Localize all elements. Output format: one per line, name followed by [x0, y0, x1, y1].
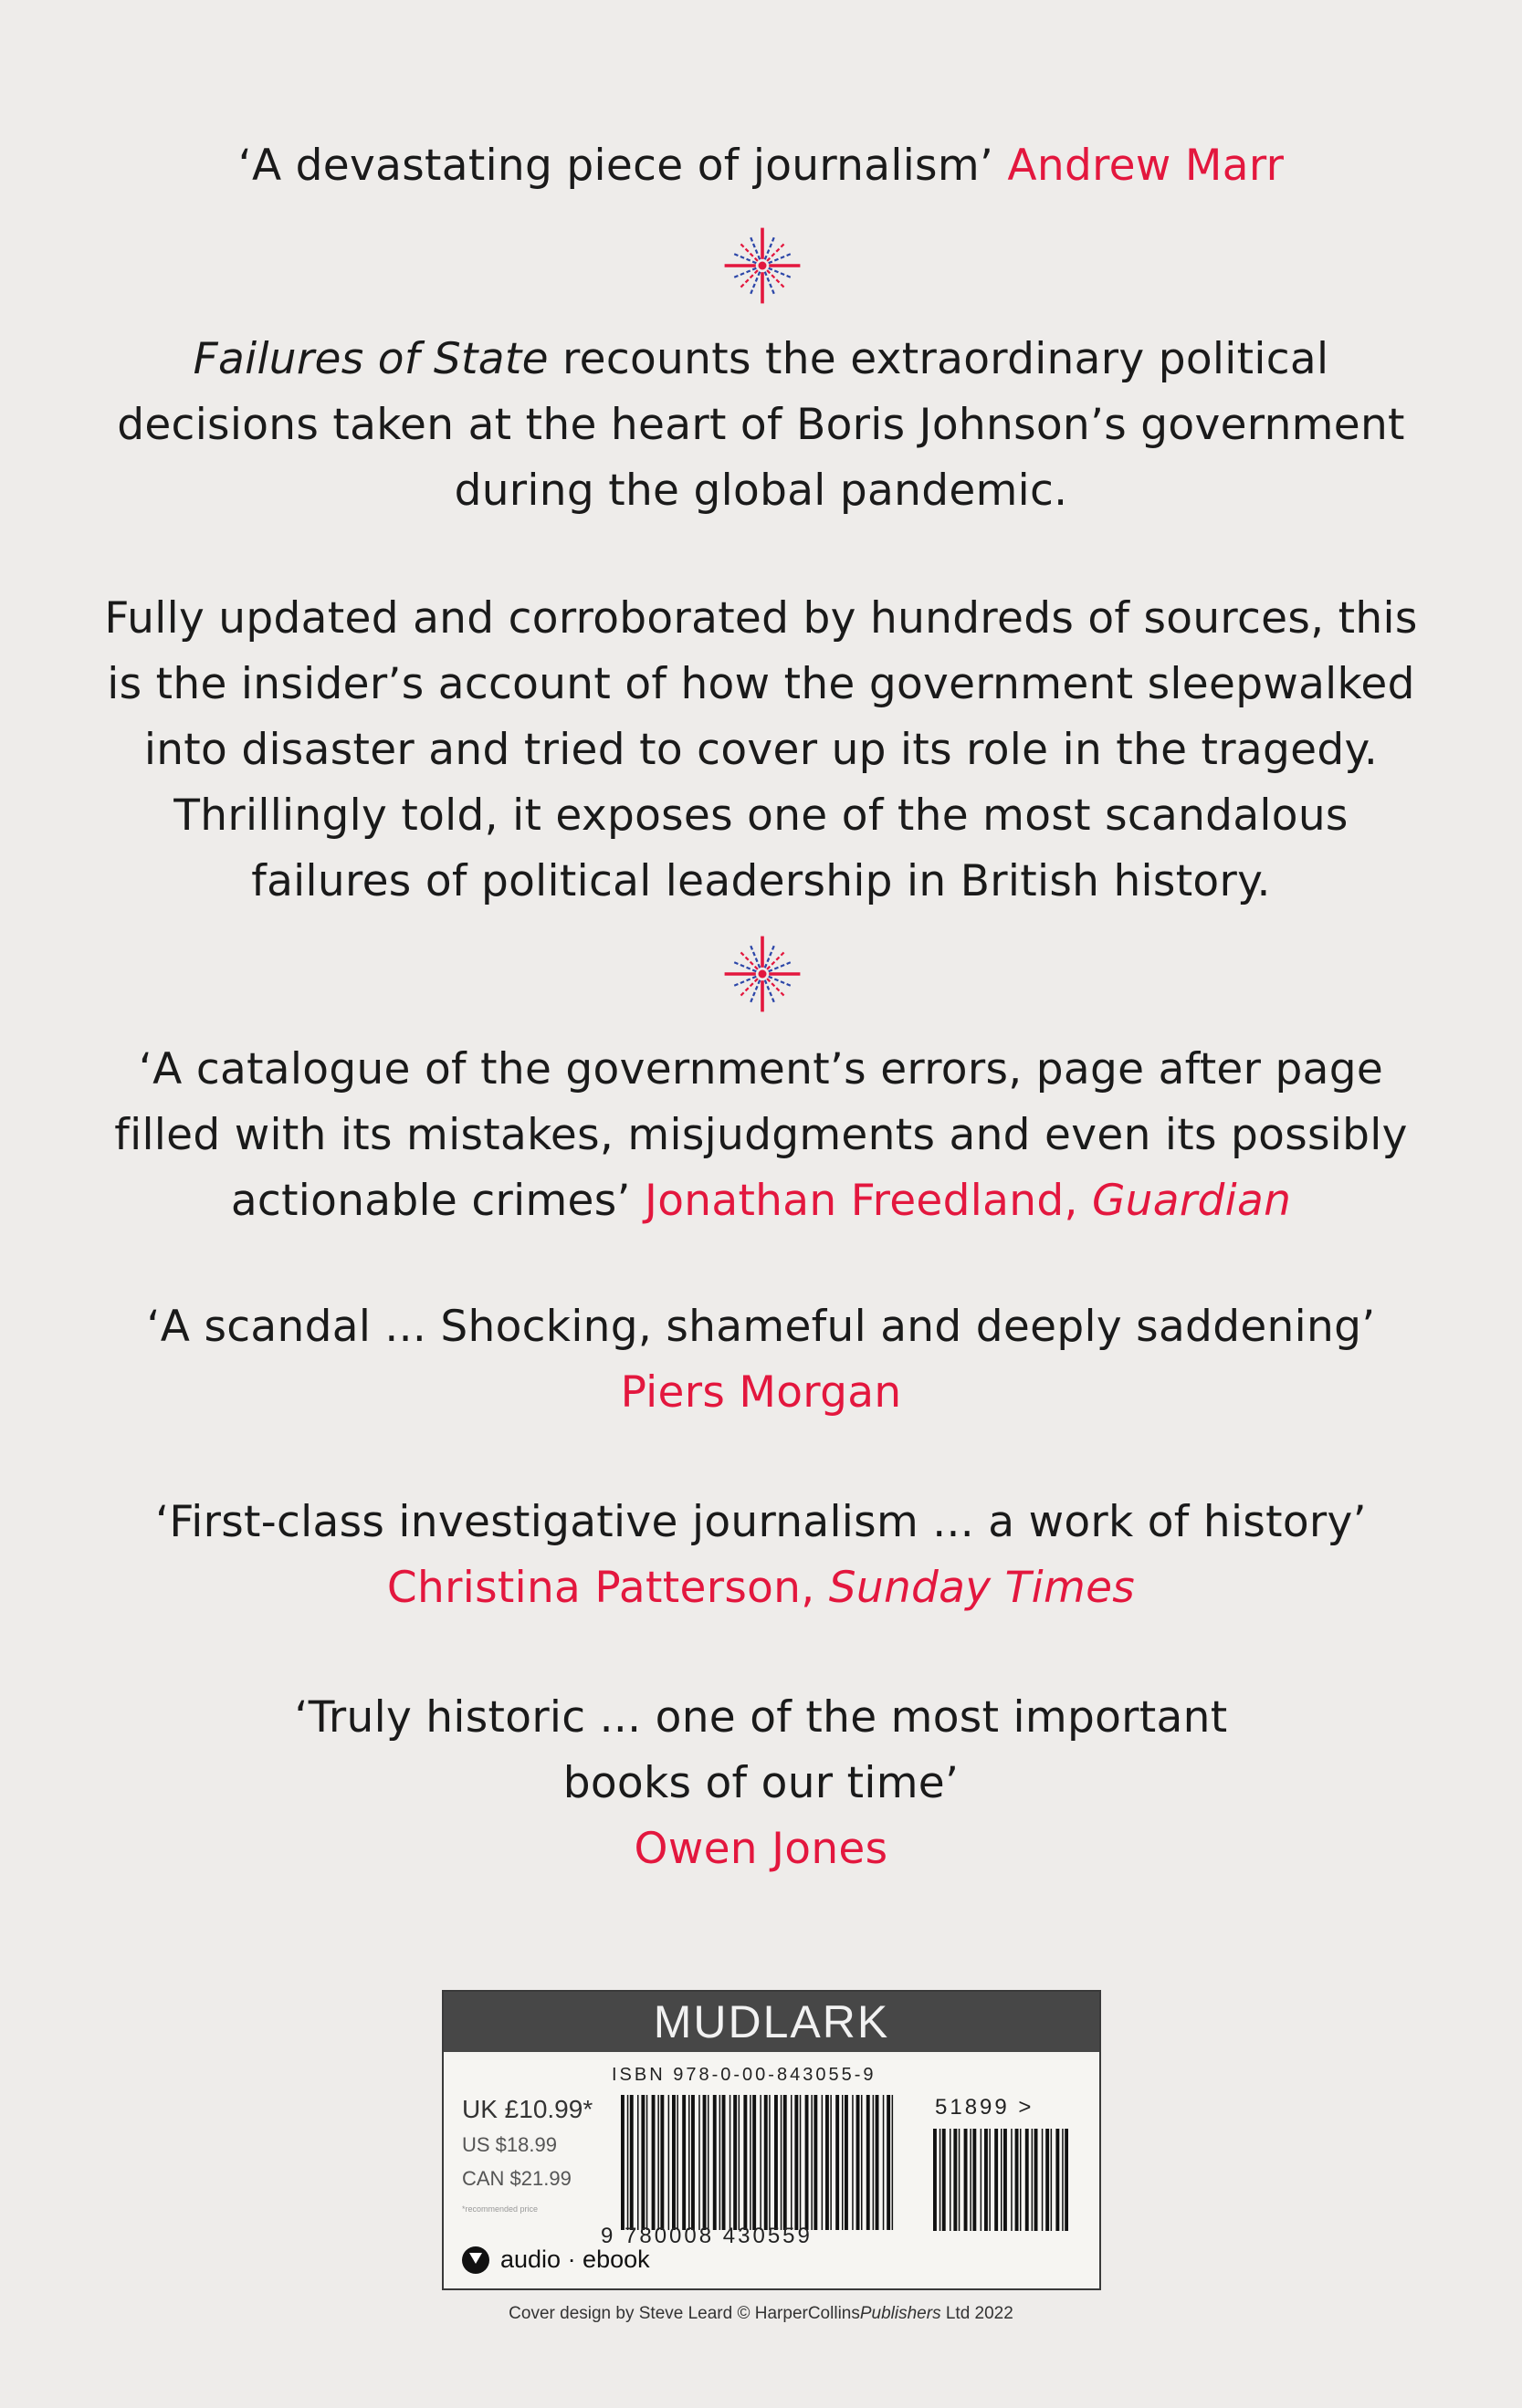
- download-circle-icon: [462, 2246, 489, 2274]
- formats-label: audio · ebook: [462, 2246, 650, 2274]
- blurb-detail: Fully updated and corroborated by hundreds of sources, this is the insider’s account of how the government sleepwalked into disaster and tried to cover up its role in the tragedy. Thrillingly told, it exposes one of the most scandalous failures of political leadership in British history.: [104, 593, 1418, 906]
- publication-guardian: Guardian: [1091, 1176, 1292, 1226]
- quote-patterson: ‘First-class investigative journalism ... a work of history’ Christina Patterson, Sunday Times: [155, 1497, 1367, 1613]
- attribution-morgan: Piers Morgan: [620, 1367, 902, 1418]
- barcode-panel: [442, 1990, 1101, 2290]
- publication-sunday-times: Sunday Times: [828, 1563, 1136, 1613]
- quote-morgan: ‘A scandal ... Shocking, shameful and deeply saddening’ Piers Morgan: [0, 1294, 1522, 1426]
- addon-barcode: [933, 2129, 1068, 2231]
- blurb-intro: Failures of State recounts the extraordinary political decisions taken at the heart of Boris Johnson’s government during the global pandemic.: [117, 334, 1405, 516]
- attribution-jones: Owen Jones: [634, 1824, 888, 1874]
- price-us: US $18.99: [462, 2133, 557, 2156]
- isbn-number: ISBN 978-0-00-843055-9: [612, 2065, 876, 2085]
- price-can: CAN $21.99: [462, 2167, 572, 2190]
- imprint-logo: MUDLARK: [444, 1992, 1099, 2052]
- union-jack-starburst-icon: [721, 933, 803, 1015]
- cover-credit: Cover design by Steve Leard © HarperCollinsPublishers Ltd 2022: [509, 2304, 1013, 2323]
- quote-jones: ‘Truly historic ... one of the most important books of our time’ Owen Jones: [0, 1685, 1522, 1882]
- addon-digits: 51899 >: [935, 2095, 1034, 2120]
- ean-barcode: [621, 2095, 895, 2230]
- union-jack-starburst-icon: [721, 225, 803, 307]
- attribution-marr: Andrew Marr: [1007, 141, 1285, 191]
- attribution-patterson: Christina Patterson,: [386, 1563, 829, 1613]
- attribution-freedland: Jonathan Freedland,: [645, 1176, 1092, 1226]
- ean-digits: 9 780008 430559: [601, 2224, 813, 2248]
- price-uk: UK £10.99*: [462, 2095, 593, 2123]
- book-title: Failures of State: [193, 334, 549, 384]
- quote-marr: ‘A devastating piece of journalism’ Andrew Marr: [237, 141, 1285, 191]
- quote-freedland: ‘A catalogue of the government’s errors, page after page filled with its mistakes, misjudgments and even its possibly actionable crimes’ Jonathan Freedland, Guardian: [114, 1044, 1408, 1226]
- price-note: *recommended price: [462, 2204, 539, 2214]
